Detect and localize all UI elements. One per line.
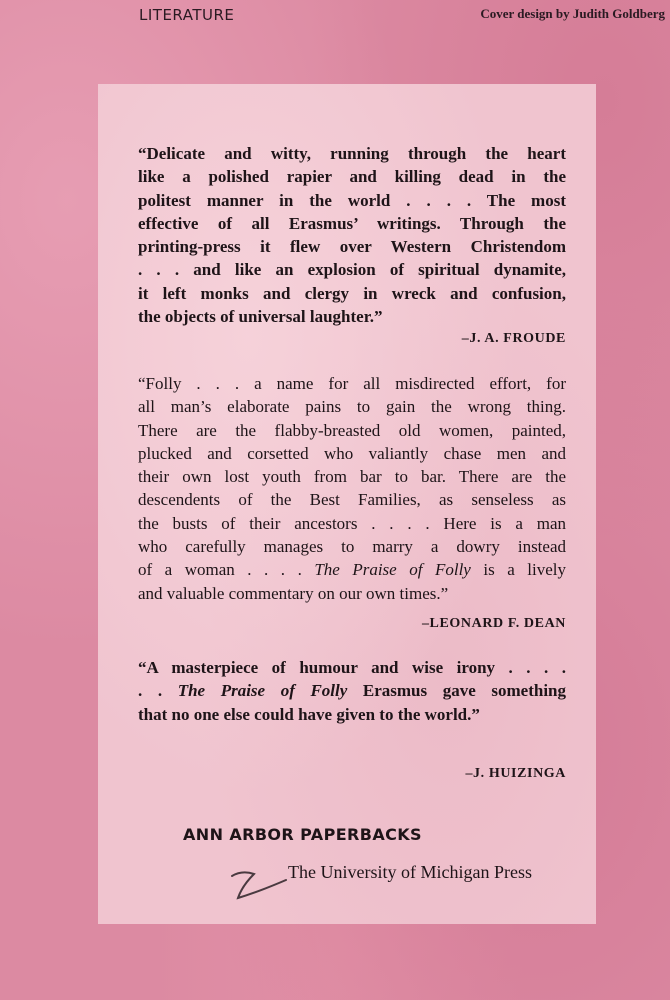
quote-line: the objects of universal laughter.”	[138, 307, 383, 327]
category-label: LITERATURE	[139, 6, 235, 24]
series-name: ANN ARBOR PAPERBACKS	[183, 825, 422, 844]
quote-froude	[138, 142, 566, 328]
quote-line: like a polished rapier and killing dead in the	[138, 167, 566, 187]
quote-line	[138, 679, 566, 702]
quote-line: that no one else could have given to the world.”	[138, 704, 480, 724]
book-title: The Praise of Folly	[177, 681, 348, 701]
quote-line: “Folly . . . a name for all misdirected effort, for	[138, 374, 566, 393]
quote-line: it left monks and clergy in wreck and confusion,	[138, 283, 566, 303]
quote-line: printing-press it flew over Western Christendom	[138, 237, 566, 257]
quote-line: descendents of the Best Families, as senseless as	[138, 490, 566, 510]
quote-line	[138, 558, 566, 581]
quote-line: all man’s elaborate pains to gain the wrong thing.	[138, 397, 566, 417]
quote-text: . .	[138, 681, 178, 701]
quote-line: plucked and corsetted who valiantly chase men and	[138, 443, 566, 463]
quote-line: effective of all Erasmus’ writings. Through the	[138, 213, 566, 233]
quote-line: politest manner in the world . . . . The most	[138, 190, 566, 210]
quote-line: who carefully manages to marry a dowry instead	[138, 537, 566, 557]
quote-text: is a lively	[470, 560, 566, 580]
quote-line: “Delicate and witty, running through the heart	[138, 144, 566, 163]
quote-line: There are the flabby-breasted old women, painted,	[138, 420, 566, 440]
quote-huizinga	[138, 656, 566, 726]
quote-text: of a woman . . . .	[138, 560, 315, 580]
cover-design-credit: Cover design by Judith Goldberg	[480, 6, 665, 21]
quote-line: their own lost youth from bar to bar. There are the	[138, 467, 566, 487]
quote-line: . . . and like an explosion of spiritual dynamite,	[138, 260, 566, 280]
attribution-huizinga: –J. HUIZINGA	[465, 766, 566, 781]
pencil-mark-icon	[228, 868, 290, 908]
attribution-dean: –LEONARD F. DEAN	[421, 616, 566, 631]
quote-dean	[138, 372, 566, 605]
quote-line: and valuable commentary on our own times.”	[138, 583, 449, 603]
quote-line: the busts of their ancestors . . . . Here is a man	[138, 513, 566, 533]
attribution-froude: –J. A. FROUDE	[461, 331, 566, 346]
publisher-name: The University of Michigan Press	[288, 862, 532, 882]
book-title: The Praise of Folly	[314, 560, 471, 580]
quote-line: “A masterpiece of humour and wise irony . . . .	[138, 658, 566, 677]
quote-text: Erasmus gave something	[347, 681, 566, 701]
